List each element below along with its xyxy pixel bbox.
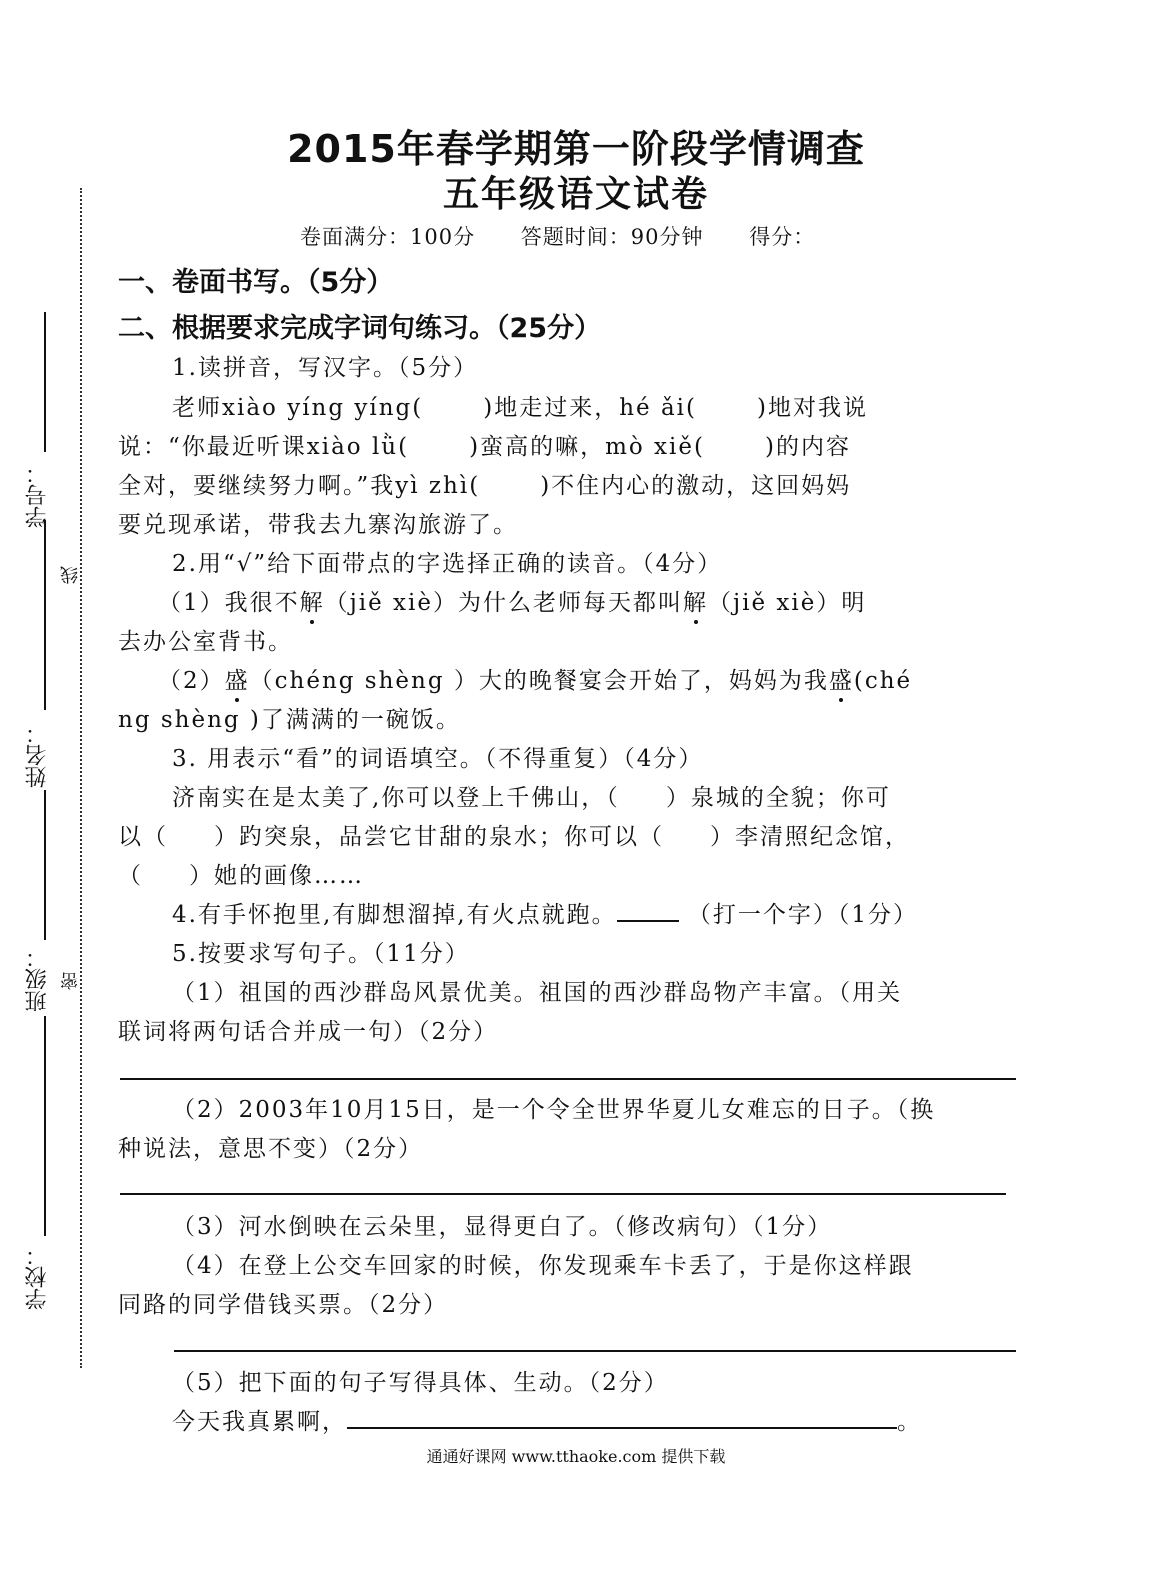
dotted-char: 解 <box>299 590 325 616</box>
student-no-label: 学号： <box>25 462 50 528</box>
name-field[interactable] <box>44 520 46 710</box>
q2-item-2: （2）盛（chéng shèng ）大的晚餐宴会开始了，妈妈为我盛(ché <box>158 668 913 694</box>
section-2-heading: 二、根据要求完成字词句练习。（25分） <box>118 313 602 344</box>
full-score: 卷面满分：100分 <box>300 225 476 249</box>
school-field[interactable] <box>44 1016 46 1236</box>
q3-line-3: （ ）她的画像…… <box>118 863 364 889</box>
q1-line-2: 说：“你最近听课xiào lǜ( )蛮高的嘛，mò xiě( )的内容 <box>118 434 851 460</box>
q2-item-2-cont: ng shèng )了满满的一碗饭。 <box>118 707 461 733</box>
q5-part-2-cont: 种说法，意思不变）（2分） <box>118 1136 424 1162</box>
q1-title: 1.读拼音，写汉字。（5分） <box>172 355 479 381</box>
q5-part-4: （4）在登上公交车回家的时候，你发现乘车卡丢了，于是你这样跟 <box>172 1253 914 1279</box>
q2-item-1-cont: 去办公室背书。 <box>118 629 293 655</box>
name-label: 姓名： <box>25 722 50 788</box>
dotted-char: 解 <box>683 590 708 616</box>
class-field[interactable] <box>44 790 46 940</box>
q5-part-4-cont: 同路的同学借钱买票。（2分） <box>118 1292 449 1318</box>
q5-part-3: （3）河水倒映在云朵里，显得更白了。（修改病句）（1分） <box>172 1214 833 1240</box>
q4-answer-blank[interactable] <box>617 898 679 922</box>
answer-time: 答题时间：90分钟 <box>520 225 704 249</box>
q1-line-3: 全对，要继续努力啊。”我yì zhì( )不住内心的激动，这回妈妈 <box>118 473 852 499</box>
q1-line-1: 老师xiào yíng yíng( )地走过来，hé ǎi( )地对我说 <box>172 395 868 421</box>
school-label: 学校： <box>25 1244 50 1310</box>
exam-title: 2015年春学期第一阶段学情调查 <box>287 127 865 171</box>
q3-line-2: 以（ ）趵突泉，品尝它甘甜的泉水；你可以（ ）李清照纪念馆， <box>118 824 910 850</box>
q2-item-1: （1）我很不解（jiě xiè）为什么老师每天都叫解（jiě xiè）明 <box>158 590 867 616</box>
cut-line-mark: 线 <box>60 566 81 584</box>
q5-part-1-answer-line[interactable] <box>120 1078 1016 1080</box>
q5-part-4-answer-line[interactable] <box>174 1350 1016 1352</box>
q5-part-2-answer-line[interactable] <box>120 1193 1006 1195</box>
class-label: 班级： <box>25 946 50 1012</box>
dotted-char: 盛 <box>224 668 250 694</box>
q3-line-1: 济南实在是太美了,你可以登上千佛山，（ ）泉城的全貌；你可 <box>172 785 891 811</box>
q5-part-2: （2）2003年10月15日，是一个令全世界华夏儿女难忘的日子。（换 <box>172 1097 936 1123</box>
q5-part-1-cont: 联词将两句话合并成一句）（2分） <box>118 1019 499 1045</box>
binding-dotted-line <box>80 188 82 1368</box>
q5-part-1: （1）祖国的西沙群岛风景优美。祖国的西沙群岛物产丰富。（用关 <box>172 980 903 1006</box>
section-1-heading: 一、卷面书写。（5分） <box>118 267 394 298</box>
student-no-field[interactable] <box>44 312 46 452</box>
q3-title: 3. 用表示“看”的词语填空。（不得重复）（4分） <box>172 746 704 772</box>
footer-source: 通通好课网 www.tthaoke.com 提供下载 <box>426 1447 726 1466</box>
seal-line-mark: 密 <box>60 972 81 990</box>
q2-title: 2.用“√”给下面带点的字选择正确的读音。（4分） <box>172 551 723 577</box>
dotted-char: 盛 <box>828 668 854 694</box>
q5-part-5-answer-blank[interactable] <box>347 1405 897 1429</box>
q5-title: 5.按要求写句子。（11分） <box>172 941 470 967</box>
q1-line-4: 要兑现承诺，带我去九寨沟旅游了。 <box>118 512 518 538</box>
q5-part-5-sentence: 今天我真累啊， 。 <box>172 1403 922 1436</box>
exam-meta <box>300 221 853 251</box>
score-label: 得分： <box>749 225 816 249</box>
exam-subtitle: 五年级语文试卷 <box>442 174 709 215</box>
q4-line: 4.有手怀抱里,有脚想溜掉,有火点就跑。 （打一个字）（1分） <box>172 896 918 929</box>
q5-part-5: （5）把下面的句子写得具体、生动。（2分） <box>172 1370 669 1396</box>
